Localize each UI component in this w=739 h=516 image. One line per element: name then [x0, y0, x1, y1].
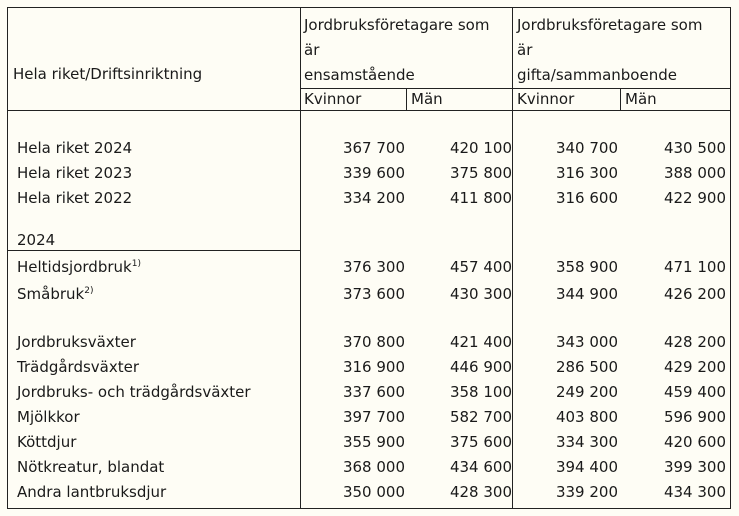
table-cell: 358 900	[555, 258, 618, 276]
table-cell: 446 900	[449, 358, 512, 376]
table-cell: 316 600	[555, 189, 618, 207]
table-cell: 426 200	[663, 285, 726, 303]
divider-label-column	[300, 7, 301, 509]
header-group1-line3: ensamstående	[304, 66, 415, 84]
table-cell: 370 800	[342, 333, 405, 351]
table-cell: 337 600	[342, 383, 405, 401]
header-sub-man-1: Män	[411, 90, 443, 108]
table-cell: 397 700	[342, 408, 405, 426]
row-label-text: Småbruk	[17, 285, 85, 303]
table-cell: 403 800	[555, 408, 618, 426]
table-cell: 340 700	[555, 139, 618, 157]
table-cell: 343 000	[555, 333, 618, 351]
row-label-text: Jordbruksväxter	[17, 333, 136, 351]
table-cell: 399 300	[663, 458, 726, 476]
header-group2-line1: Jordbruksföretagare som	[517, 16, 703, 34]
header-group1-line1: Jordbruksföretagare som	[304, 16, 490, 34]
footnote-marker: 1)	[131, 259, 141, 269]
table-cell: 249 200	[555, 383, 618, 401]
divider-header-groups	[300, 88, 731, 89]
table-cell: 376 300	[342, 258, 405, 276]
row-label	[17, 458, 164, 476]
header-sub-man-2: Män	[625, 90, 657, 108]
row-label	[17, 433, 76, 451]
table-cell: 429 200	[663, 358, 726, 376]
table-cell: 367 700	[342, 139, 405, 157]
table-cell: 459 400	[663, 383, 726, 401]
table-cell: 358 100	[449, 383, 512, 401]
header-sub-kvinnor-2: Kvinnor	[517, 90, 575, 108]
row-label-text: Hela riket 2022	[17, 189, 133, 207]
table-cell: 394 400	[555, 458, 618, 476]
table-cell: 582 700	[449, 408, 512, 426]
table-cell: 375 600	[449, 433, 512, 451]
row-label	[17, 139, 132, 157]
row-label	[17, 189, 132, 207]
row-label-text: Trädgårdsväxter	[17, 358, 140, 376]
row-label-text: Jordbruks- och trädgårdsväxter	[17, 383, 251, 401]
table-cell: 434 300	[663, 483, 726, 501]
table-cell: 286 500	[555, 358, 618, 376]
row-label-text: Köttdjur	[17, 433, 77, 451]
row-label	[17, 333, 136, 351]
divider-sub-2	[620, 88, 621, 110]
table-cell: 420 600	[663, 433, 726, 451]
divider-section-2024	[7, 250, 300, 251]
footnote-marker: 2)	[84, 286, 94, 296]
table-cell: 421 400	[449, 333, 512, 351]
header-sub-kvinnor-1: Kvinnor	[304, 90, 362, 108]
header-row-label: Hela riket/Driftsinriktning	[13, 65, 203, 83]
divider-header-bottom	[7, 110, 731, 111]
table-cell: 428 300	[449, 483, 512, 501]
table-cell: 428 200	[663, 333, 726, 351]
table-cell: 430 300	[449, 285, 512, 303]
row-label	[17, 164, 132, 182]
table-cell: 375 800	[449, 164, 512, 182]
row-label-text: Nötkreatur, blandat	[17, 458, 165, 476]
table-cell: 430 500	[663, 139, 726, 157]
row-label	[17, 408, 80, 426]
table-cell: 388 000	[663, 164, 726, 182]
row-label	[17, 258, 141, 276]
row-label-text: Hela riket 2023	[17, 164, 133, 182]
table-cell: 334 200	[342, 189, 405, 207]
section-label-2024: 2024	[17, 231, 56, 249]
table-cell: 420 100	[449, 139, 512, 157]
row-label	[17, 358, 139, 376]
header-group2-line3: gifta/sammanboende	[517, 66, 677, 84]
row-label-text: Hela riket 2024	[17, 139, 133, 157]
row-label-text: Mjölkkor	[17, 408, 80, 426]
divider-group	[512, 7, 513, 509]
table-cell: 344 900	[555, 285, 618, 303]
row-label-text: Andra lantbruksdjur	[17, 483, 167, 501]
row-label-text: Heltidsjordbruk	[17, 258, 132, 276]
table-cell: 334 300	[555, 433, 618, 451]
table-cell: 316 900	[342, 358, 405, 376]
row-label	[17, 383, 251, 401]
table-cell: 434 600	[449, 458, 512, 476]
row-label	[17, 285, 93, 303]
table-cell: 368 000	[342, 458, 405, 476]
row-label	[17, 483, 166, 501]
table-cell: 316 300	[555, 164, 618, 182]
table-cell: 350 000	[342, 483, 405, 501]
divider-sub-1	[406, 88, 407, 110]
table-cell: 339 200	[555, 483, 618, 501]
table-cell: 355 900	[342, 433, 405, 451]
table-cell: 422 900	[663, 189, 726, 207]
table-cell: 596 900	[663, 408, 726, 426]
header-group1-line2: är	[304, 41, 320, 59]
table-cell: 471 100	[663, 258, 726, 276]
table-cell: 457 400	[449, 258, 512, 276]
header-group2-line2: är	[517, 41, 533, 59]
table-cell: 339 600	[342, 164, 405, 182]
table-cell: 373 600	[342, 285, 405, 303]
table-cell: 411 800	[449, 189, 512, 207]
